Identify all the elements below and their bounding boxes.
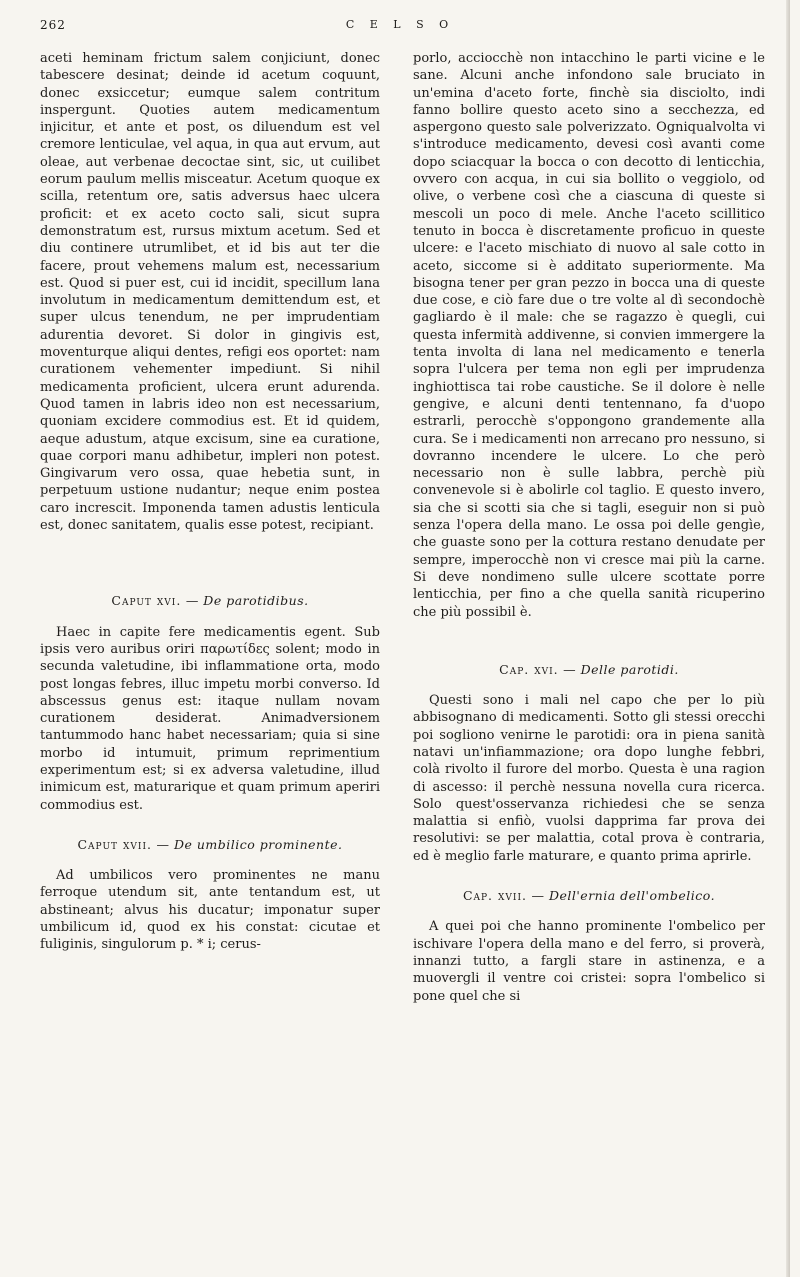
latin-paragraph-1: aceti heminam frictum salem conjiciunt, donec tabescere desinat; deinde id acetum coquunt, donec exsiccetur; eumque salem contritum inspergunt. Quoties autem medicamentum injicitur, et ante et post, os diluendum est vel cremore lenticulae, vel aqua, in qua aut ervum, aut oleae, aut verbenae decoctae sint, sic, ut cuilibet eorum paulum mellis misceatur. Acetum quoque ex scilla, retentum ore, satis adversus haec ulcera proficit: et ex aceto cocto sali, sicut supra demonstratum est, rursus mixtum acetum. Sed et diu continere utrumlibet, et id bis aut ter die facere, prout vehemens malum est, necessarium est. Quod si puer est, cui id incidit, specillum lana involutum in medicamentum demittendum est, et super ulcus tenendum, ne per imprudentiam adurentia devoret. Si dolor in gingivis est, moventurque aliqui dentes, refigi eos oportet: nam curationem vehementer impediunt. Si nihil medicamenta proficient, ulcera erunt adurenda. Quod tamen in labris ideo non est necessarium, quoniam excidere commodius est. Et id quidem, aeque adustum, atque excisum, sine ea curatione, quae corpori manu adhibetur, impleri non potest. Gingivarum vero ossa, quae hebetia sunt, in perpetuum ustione nudantur; neque enim postea caro increscit. Imponenda tamen adustis lenticula est, donec sanitatem, qualis esse potest, recipiant. (40, 51, 380, 534)
page-number: 262 (40, 18, 66, 32)
italian-chapter-16-title: Delle parotidi. (580, 661, 679, 677)
latin-chapter-16-title: De parotidibus. (203, 593, 309, 609)
latin-chapter-16-number: Caput xvi. (111, 593, 182, 609)
latin-chapter-17-number: Caput xvii. (77, 836, 152, 852)
italian-chapter-16-dash: — (558, 661, 581, 677)
latin-chapter-17-title: De umbilico prominente. (173, 836, 343, 852)
latin-column (40, 50, 380, 954)
italian-chapter-17-heading (413, 887, 765, 904)
page-header (40, 18, 760, 38)
running-head: C E L S O (345, 18, 455, 31)
latin-chapter-17-heading (40, 836, 380, 853)
latin-paragraph-3: Ad umbilicos vero prominentes ne manu ferroque utendum sit, ante tentandum est, ut abstineant; alvus his ducatur; imponatur super umbilicum id, quod ex his constat: cicutae et fuliginis, singulorum p. * i; cerus- (40, 868, 380, 953)
latin-chapter-17-dash: — (152, 836, 174, 852)
italian-chapter-16-heading (413, 661, 765, 678)
italian-paragraph-2: Questi sono i mali nel capo che per lo più abbisognano di medicamenti. Sotto gli stessi orecchi poi sogliono venirne le parotidi: ora in piena sanità natavi un'infiammazione; ora dopo lunghe febbri, colà rivolto il furore del morbo. Questa è una ragion di ascesso: il perchè nessuna novella cura ricerca. Solo quest'osservanza richiedesi che se senza malattia si enfiò, vuolsi dapprima far prova dei resolutivi: se per malattia, cotal prova è contraria, ed è meglio farle maturare, e quanto prima aprirle. (413, 693, 765, 864)
italian-paragraph-1: porlo, acciocchè non intacchino le parti vicine e le sane. Alcuni anche infondono sale bruciato in un'emina d'aceto forte, finchè sia disciolto, indi fanno bollire questo aceto sino a secchezza, ed aspergono questo sale polverizzato. Ogniqualvolta vi s'introduce medicamento, devesi così avanti come dopo sciacquar la bocca o con decotto di lenticchia, ovvero con acqua, in cui sia bollito o veggiolo, od olive, o verbene così che a ciascuna di queste si mescoli un poco di mele. Anche l'aceto scillitico tenuto in bocca è discretamente proficuo in queste ulcere: e l'aceto mischiato di nuovo al sale cotto in aceto, siccome si è additato superiormente. Ma bisogna tener per gran pezzo in bocca una di queste due cose, e ciò fare due o tre volte al dì secondochè gagliardo è il male: che se ragazzo è quegli, cui questa infermità addivenne, si convien immergere la tenta involta di lana nel medicamento e tenerla sopra l'ulcera per tema non egli per imprudenza inghiottisca tai robe caustiche. Se il dolore è nelle gengive, e alcuni denti tentennano, fa d'uopo estrarli, perocchè s'oppongono grandemente alla cura. Se i medicamenti non arrecano pro nessuno, si dovranno incendere le ulcere. Lo che però necessario non è sulle labbra, perchè più convenevole si è abolirle col taglio. E questo invero, sia che si scotti sia che si tagli, eseguir non si può senza l'opera della mano. Le ossa poi delle gengìe, che guaste sono per la cottura restano denudate per sempre, imperocchè non vi cresce mai più la carne. Si deve nondimeno sulle ulcere scottate porre lenticchia, per fino a che quella sanità ricuperino che più possibil è. (413, 51, 765, 620)
italian-paragraph-3: A quei poi che hanno prominente l'ombelico per ischivare l'opera della mano e del ferro, si proverà, innanzi tutto, a fargli stare in astinenza, e a muovergli il ventre coi cristei: sopra l'ombelico si pone quel che si (413, 919, 765, 1004)
italian-chapter-17-dash: — (527, 888, 549, 904)
italian-chapter-17-number: Cap. xvii. (462, 888, 527, 904)
italian-column (413, 50, 765, 1005)
italian-chapter-17-title: Dell'ernia dell'ombelico. (548, 888, 716, 904)
latin-paragraph-2: Haec in capite fere medicamentis egent. Sub ipsis vero auribus oriri παρωτίδες solent; modo in secunda valetudine, ibi inflammatione orta, modo post longas febres, illuc impetu morbi converso. Id abscessus genus est: itaque nullam novam curationem desiderat. Animadversionem tantummodo hanc habet necessariam; quia si sine morbo id intumuit, primum reprimentium experimentum est; si ex adversa valetudine, illud inimicum est, maturarique et quam primum aperiri commodius est. (40, 624, 380, 813)
latin-chapter-16-heading (40, 592, 380, 609)
italian-chapter-16-number: Cap. xvi. (499, 661, 559, 677)
page-edge-shadow (786, 0, 790, 1277)
latin-chapter-16-dash: — (181, 593, 204, 609)
